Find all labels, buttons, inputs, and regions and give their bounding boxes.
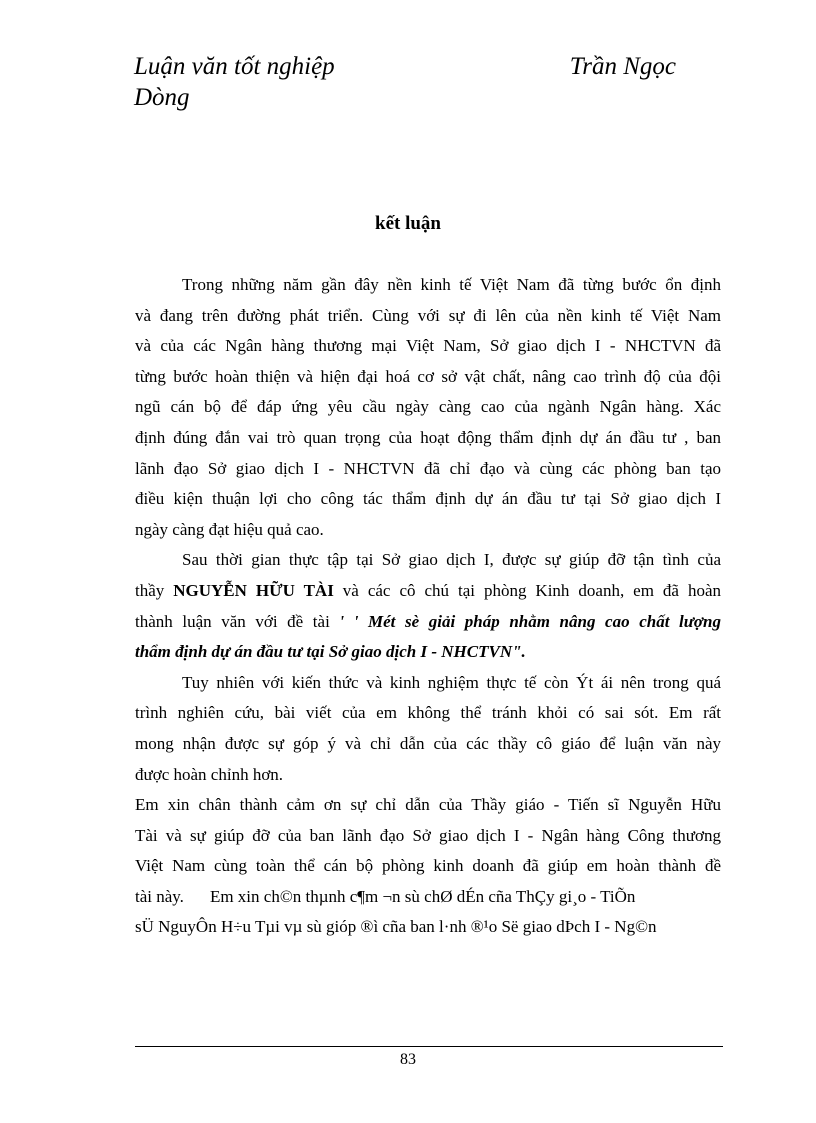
text-line: Em xin chân thành cảm ơn sự chỉ dẫn của Thầy giáo - Tiến sĩ Nguyễn Hữu <box>135 795 721 815</box>
page-number: 83 <box>400 1051 416 1068</box>
paragraph-4 <box>135 790 721 943</box>
text-line: ngày càng đạt hiệu quả cao. <box>135 519 324 539</box>
thesis-topic-continued: thẩm định dự án đầu tư tại Sở giao dịch I - NHCTVN". <box>135 642 526 662</box>
document-body <box>135 270 721 943</box>
text-line: từng bước hoàn thiện và hiện đại hoá cơ sở vật chất, nâng cao trình độ của đội <box>135 366 721 386</box>
text-line: và của các Ngân hàng thương mại Việt Nam, Sở giao dịch I - NHCTVN đã <box>135 336 721 356</box>
paragraph-3 <box>135 668 721 790</box>
text-run: và các cô chú tại phòng Kinh doanh, em đã hoàn <box>333 580 721 600</box>
text-line: mong nhận được sự góp ý và chỉ dẫn của các thầy cô giáo để luận văn này <box>135 733 721 753</box>
text-line: định đúng đắn vai trò quan trọng của hoạt động thẩm định dự án đầu tư , ban <box>135 427 721 447</box>
header-author-name: Trần Ngọc <box>569 53 676 80</box>
footer-divider <box>135 1046 723 1047</box>
text-run: thành luận văn với đề tài <box>135 611 340 631</box>
header-author-name-continued: Dòng <box>134 84 190 111</box>
section-title: kết luận <box>375 213 441 234</box>
thesis-topic: ' ' Mét sè giải pháp nhằm nâng cao chất lượng <box>339 611 721 631</box>
text-line: Trong những năm gần đây nền kinh tế Việt Nam đã từng bước ổn định <box>182 275 721 294</box>
garbled-text-line: sÜ NguyÔn H÷u Tµi vµ sù gióp ®ì cña ban l·nh ®¹o Së giao dÞch I - Ng©n <box>135 917 657 937</box>
garbled-text-run: Em xin ch©n thµnh c¶m ¬n sù chØ dÉn cña ThÇy gi¸o - TiÕn <box>209 886 636 906</box>
text-line: Tài và sự giúp đỡ của ban lãnh đạo Sở giao dịch I - Ngân hàng Công thương <box>135 825 721 845</box>
advisor-name: NGUYỄN HỮU TÀI <box>173 580 334 600</box>
text-line <box>135 576 721 607</box>
text-line: lãnh đạo Sở giao dịch I - NHCTVN đã chỉ đạo và cùng các phòng ban tạo <box>135 458 721 478</box>
paragraph-2 <box>135 545 721 667</box>
text-line: được hoàn chỉnh hơn. <box>135 764 284 784</box>
text-line: trình nghiên cứu, bài viết của em không thể tránh khỏi có sai sót. Em rất <box>135 703 721 723</box>
paragraph-1 <box>135 270 721 545</box>
header-thesis-label: Luận văn tốt nghiệp <box>134 53 335 80</box>
text-line: ngũ cán bộ để đáp ứng yêu cầu ngày càng cao của ngành Ngân hàng. Xác <box>135 397 721 417</box>
text-line <box>135 607 721 638</box>
text-line: Sau thời gian thực tập tại Sở giao dịch I, được sự giúp đỡ tận tình của <box>182 550 721 570</box>
text-line: điều kiện thuận lợi cho công tác thẩm định dự án đầu tư tại Sở giao dịch I <box>135 489 721 509</box>
text-line: Việt Nam cùng toàn thể cán bộ phòng kinh doanh đã giúp em hoàn thành đề <box>135 856 721 876</box>
text-line <box>135 882 721 913</box>
text-run: tài này. <box>135 886 184 906</box>
text-line: và đang trên đường phát triển. Cùng với sự đi lên của nền kinh tế Việt Nam <box>135 305 721 325</box>
text-run: thầy <box>135 580 174 600</box>
text-line: Tuy nhiên với kiến thức và kinh nghiệm thực tế còn Ýt ái nên trong quá <box>182 672 721 692</box>
